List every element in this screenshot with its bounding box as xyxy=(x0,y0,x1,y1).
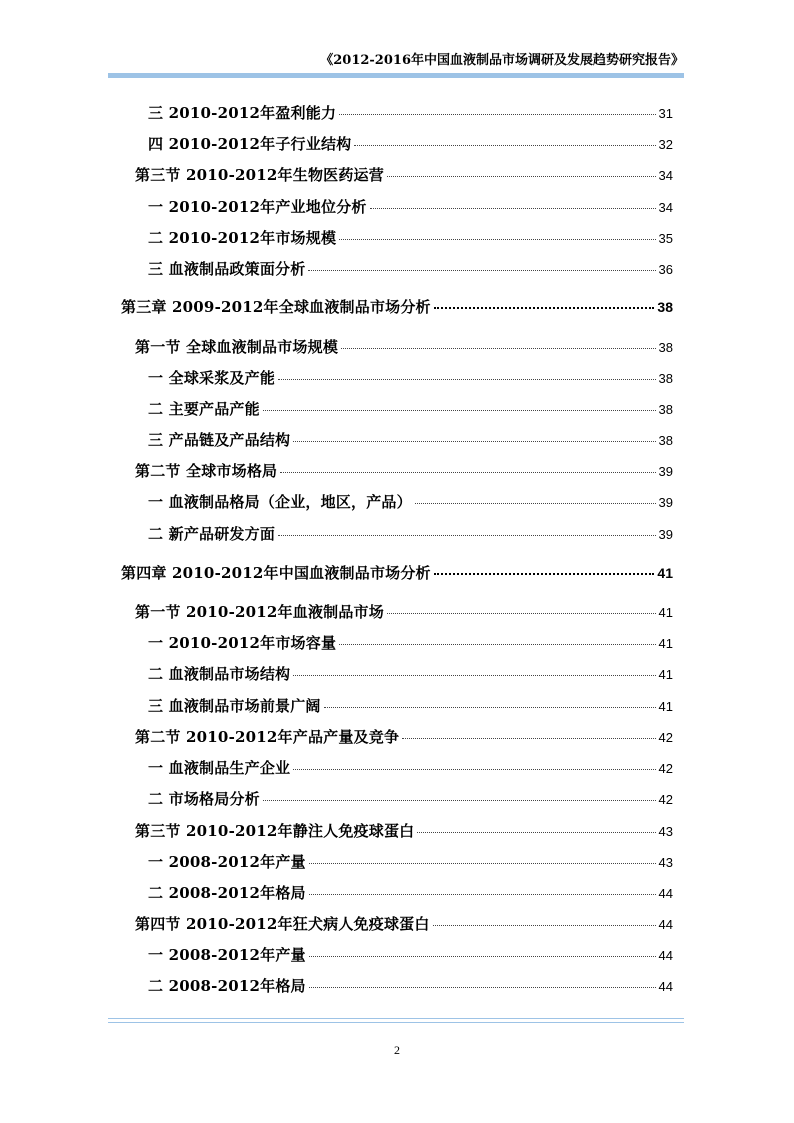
header-rule xyxy=(108,73,684,78)
toc-entry-title: 第一节 2010-2012年血液制品市场 xyxy=(135,603,384,621)
toc-entry-page: 41 xyxy=(658,636,673,651)
toc-entry-title: 第一节 全球血液制品市场规模 xyxy=(135,338,339,356)
toc-leader-dots xyxy=(308,270,655,271)
toc-leader-dots xyxy=(324,707,656,708)
toc-leader-dots xyxy=(339,239,655,240)
toc-leader-dots xyxy=(417,832,655,833)
toc-entry-title: 四 2010-2012年子行业结构 xyxy=(148,135,352,153)
toc-leader-dots xyxy=(402,738,655,739)
toc-entry-page: 35 xyxy=(658,231,673,246)
toc-entry-page: 44 xyxy=(658,917,673,932)
toc-entry-title: 一 血液制品格局（企业，地区，产品） xyxy=(148,493,412,511)
toc-entry-title: 一 2008-2012年产量 xyxy=(148,946,306,964)
toc-entry[interactable] xyxy=(148,851,673,872)
toc-entry[interactable] xyxy=(148,491,673,512)
toc-leader-dots xyxy=(434,307,655,309)
toc-entry-title: 一 2010-2012年市场容量 xyxy=(148,634,337,652)
toc-entry-title: 三 血液制品市场前景广阔 xyxy=(148,697,321,715)
toc-entry-title: 二 市场格局分析 xyxy=(148,790,260,808)
toc-entry-page: 39 xyxy=(658,495,673,510)
toc-entry-title: 一 血液制品生产企业 xyxy=(148,759,291,777)
toc-leader-dots xyxy=(341,348,656,349)
toc-entry-title: 一 2008-2012年产量 xyxy=(148,853,306,871)
toc-leader-dots xyxy=(339,114,655,115)
toc-entry[interactable] xyxy=(135,601,673,622)
toc-leader-dots xyxy=(434,573,655,575)
toc-leader-dots xyxy=(433,925,656,926)
toc-leader-dots xyxy=(309,894,656,895)
footer-rule xyxy=(108,1022,684,1023)
toc-entry-title: 第三节 2010-2012年生物医药运营 xyxy=(135,166,384,184)
toc-entry-page: 39 xyxy=(658,464,673,479)
toc-entry-page: 38 xyxy=(658,340,673,355)
toc-entry-page: 41 xyxy=(658,605,673,620)
toc-entry[interactable] xyxy=(148,398,673,419)
toc-leader-dots xyxy=(309,987,656,988)
toc-entry-page: 39 xyxy=(658,527,673,542)
toc-leader-dots xyxy=(293,675,655,676)
toc-chapter-entry[interactable] xyxy=(121,296,673,317)
toc-leader-dots xyxy=(278,535,656,536)
toc-entry-title: 第四章 2010-2012年中国血液制品市场分析 xyxy=(121,564,431,582)
toc-entry-title: 二 新产品研发方面 xyxy=(148,525,276,543)
toc-entry-title: 三 产品链及产品结构 xyxy=(148,431,291,449)
toc-entry-page: 44 xyxy=(658,979,673,994)
toc-entry[interactable] xyxy=(135,336,673,357)
toc-leader-dots xyxy=(387,613,656,614)
toc-entry-page: 32 xyxy=(658,137,673,152)
toc-entry-title: 一 2010-2012年产业地位分析 xyxy=(148,198,367,216)
toc-entry[interactable] xyxy=(148,975,673,996)
toc-entry[interactable] xyxy=(135,726,673,747)
toc-entry-page: 43 xyxy=(658,855,673,870)
toc-leader-dots xyxy=(309,863,656,864)
toc-entry[interactable] xyxy=(148,695,673,716)
toc-entry-title: 二 主要产品产能 xyxy=(148,400,260,418)
toc-entry-title: 二 2010-2012年市场规模 xyxy=(148,229,337,247)
toc-leader-dots xyxy=(370,208,656,209)
toc-entry[interactable] xyxy=(148,429,673,450)
document-header-title: 《2012-2016年中国血液制品市场调研及发展趋势研究报告》 xyxy=(320,53,684,68)
toc-leader-dots xyxy=(354,145,655,146)
page-number: 2 xyxy=(394,1043,400,1057)
toc-entry[interactable] xyxy=(135,913,673,934)
toc-entry-page: 31 xyxy=(658,106,673,121)
toc-entry-page: 41 xyxy=(658,667,673,682)
toc-entry-page: 38 xyxy=(658,433,673,448)
toc-entry[interactable] xyxy=(148,944,673,965)
toc-entry[interactable] xyxy=(135,820,673,841)
toc-leader-dots xyxy=(293,769,655,770)
toc-entry-page: 38 xyxy=(658,402,673,417)
toc-entry-title: 二 血液制品市场结构 xyxy=(148,665,291,683)
footer-rule xyxy=(108,1018,684,1019)
toc-entry-page: 41 xyxy=(658,699,673,714)
toc-leader-dots xyxy=(280,472,655,473)
toc-entry[interactable] xyxy=(148,227,673,248)
toc-leader-dots xyxy=(278,379,656,380)
toc-leader-dots xyxy=(309,956,656,957)
toc-entry-title: 第二节 2010-2012年产品产量及竞争 xyxy=(135,728,400,746)
toc-entry[interactable] xyxy=(148,757,673,778)
toc-entry-title: 第三章 2009-2012年全球血液制品市场分析 xyxy=(121,298,431,316)
toc-entry[interactable] xyxy=(148,523,673,544)
toc-entry[interactable] xyxy=(148,632,673,653)
toc-chapter-entry[interactable] xyxy=(121,562,673,583)
toc-entry-page: 42 xyxy=(658,761,673,776)
toc-entry-title: 一 全球采浆及产能 xyxy=(148,369,276,387)
toc-leader-dots xyxy=(387,176,656,177)
toc-entry-title: 第二节 全球市场格局 xyxy=(135,462,278,480)
toc-entry-page: 42 xyxy=(658,730,673,745)
toc-entry-page: 36 xyxy=(658,262,673,277)
toc-leader-dots xyxy=(263,800,656,801)
toc-entry-title: 第四节 2010-2012年狂犬病人免疫球蛋白 xyxy=(135,915,430,933)
toc-entry-page: 41 xyxy=(657,565,673,581)
toc-entry[interactable] xyxy=(148,367,673,388)
toc-entry-page: 43 xyxy=(658,824,673,839)
toc-entry-page: 34 xyxy=(658,168,673,183)
toc-entry-page: 44 xyxy=(658,948,673,963)
toc-entry-title: 三 2010-2012年盈利能力 xyxy=(148,104,337,122)
toc-entry-title: 三 血液制品政策面分析 xyxy=(148,260,306,278)
toc-entry[interactable] xyxy=(148,102,673,123)
toc-leader-dots xyxy=(339,644,655,645)
toc-entry[interactable] xyxy=(135,460,673,481)
toc-entry[interactable] xyxy=(148,196,673,217)
toc-entry[interactable] xyxy=(148,663,673,684)
toc-entry-page: 38 xyxy=(658,371,673,386)
toc-entry-page: 44 xyxy=(658,886,673,901)
toc-entry[interactable] xyxy=(148,133,673,154)
toc-entry-title: 二 2008-2012年格局 xyxy=(148,977,306,995)
toc-entry-page: 34 xyxy=(658,200,673,215)
toc-entry-page: 42 xyxy=(658,792,673,807)
toc-leader-dots xyxy=(415,503,656,504)
toc-leader-dots xyxy=(293,441,655,442)
toc-entry[interactable] xyxy=(148,788,673,809)
toc-entry-title: 二 2008-2012年格局 xyxy=(148,884,306,902)
toc-entry[interactable] xyxy=(135,164,673,185)
toc-entry-title: 第三节 2010-2012年静注人免疫球蛋白 xyxy=(135,822,415,840)
toc-entry-page: 38 xyxy=(657,299,673,315)
toc-entry[interactable] xyxy=(148,258,673,279)
toc-leader-dots xyxy=(263,410,656,411)
toc-entry[interactable] xyxy=(148,882,673,903)
